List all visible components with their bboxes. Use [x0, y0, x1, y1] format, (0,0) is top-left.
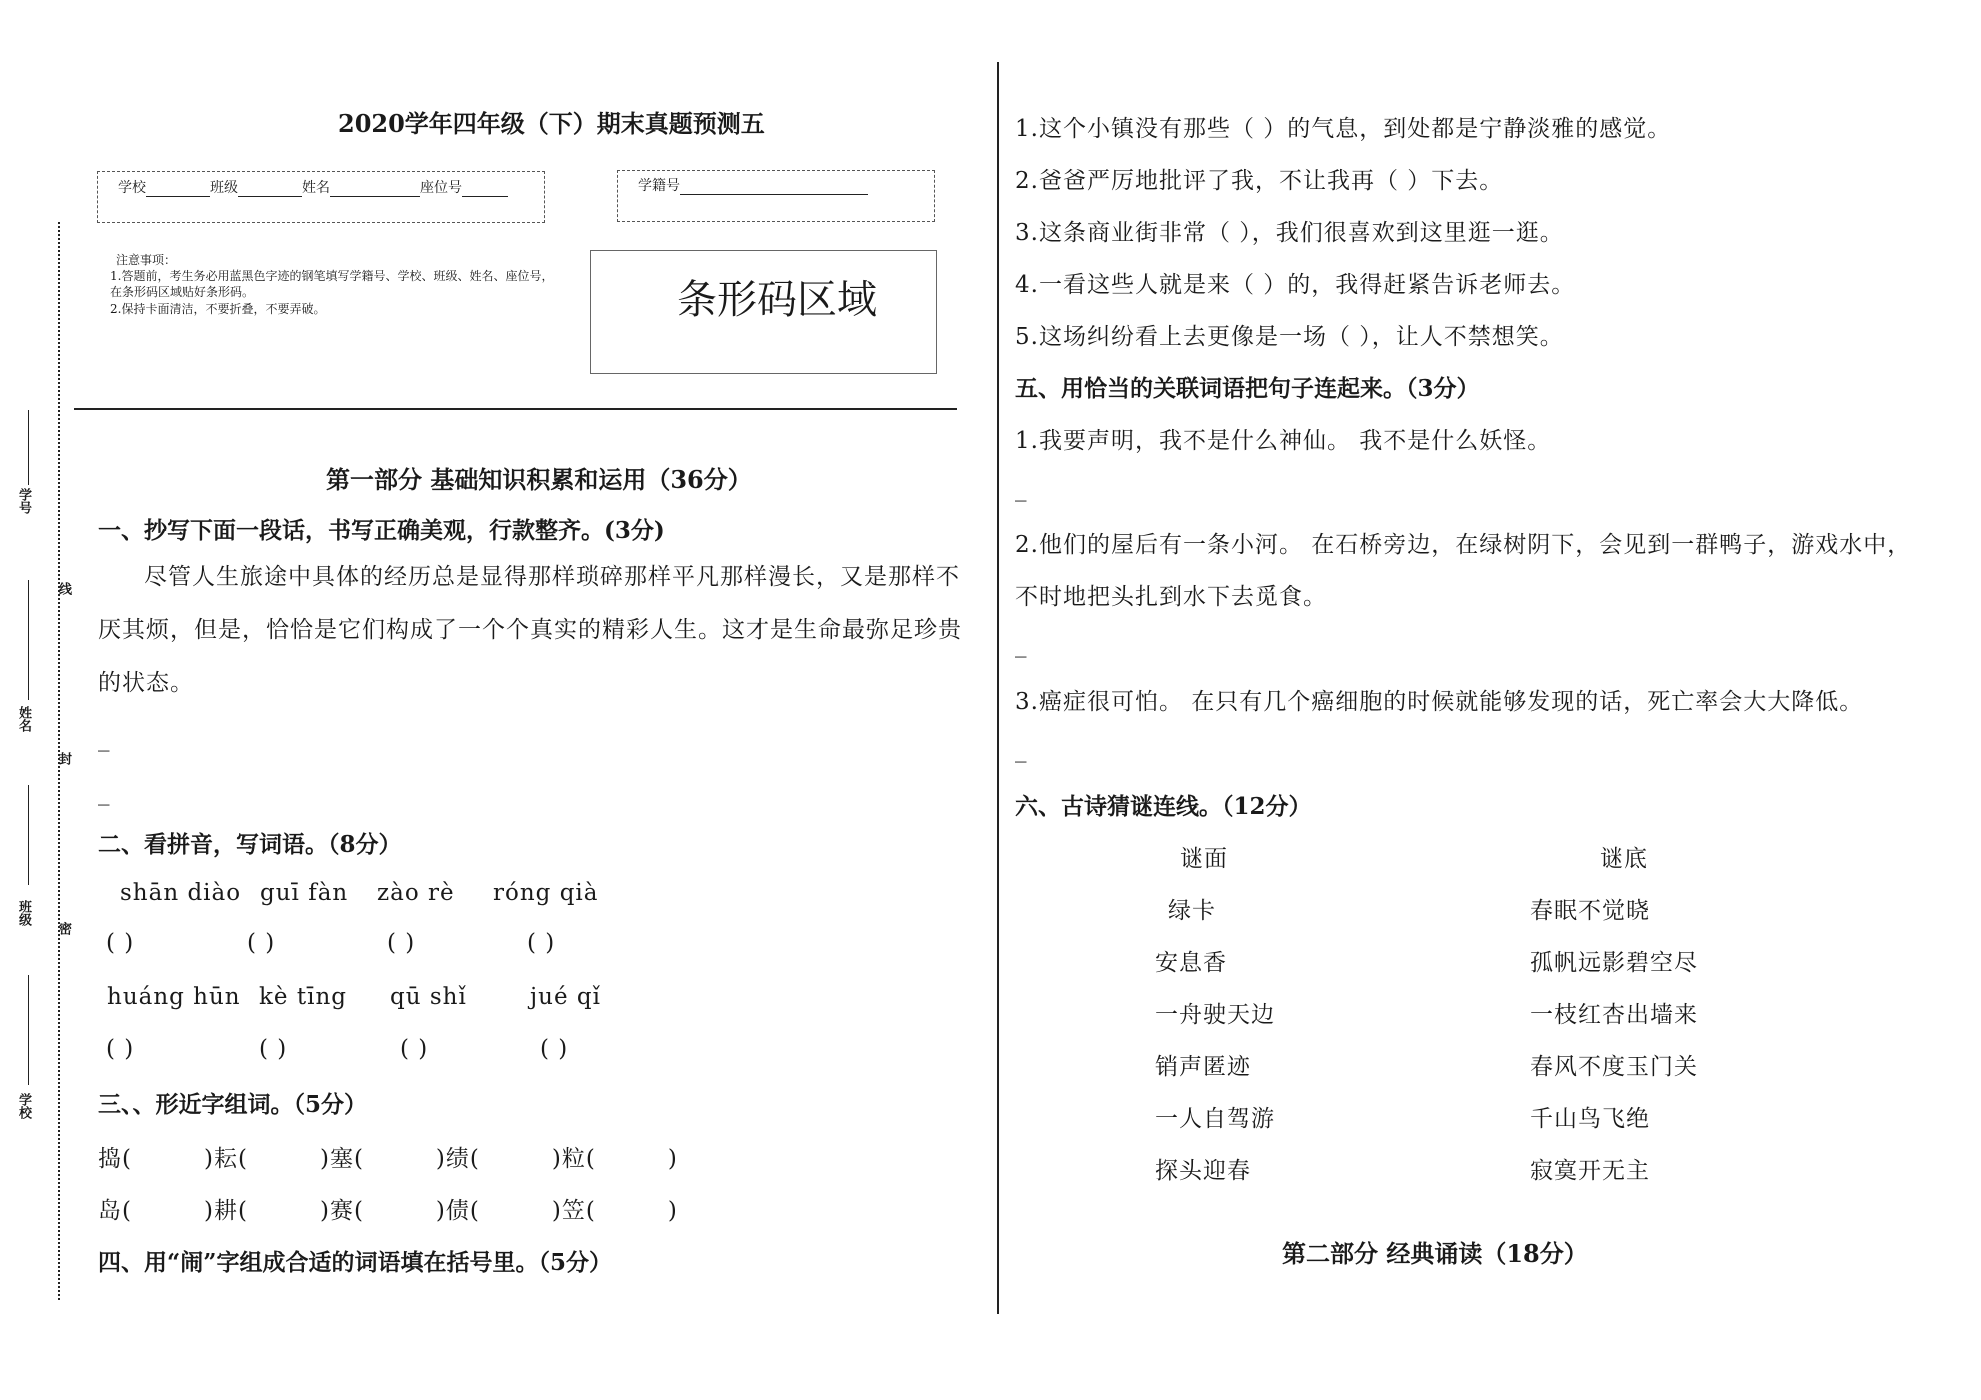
- riddle-right-5[interactable]: 千山鸟飞绝: [1530, 1106, 1650, 1132]
- q4-item-3: 3.这条商业街非常（ ），我们很喜欢到这里逛一逛。: [1015, 220, 1564, 246]
- riddle-right-6[interactable]: 寂寞开无主: [1530, 1158, 1650, 1184]
- q4-item-4: 4.一看这些人就是来（ ）的，我得赶紧告诉老师去。: [1015, 272, 1576, 298]
- q2-pinyin-3: zào rè: [377, 880, 455, 906]
- name-field[interactable]: [330, 182, 420, 197]
- margin-label-banji: 班级: [16, 900, 31, 926]
- q3-char: 债: [445, 1198, 470, 1224]
- q1-blank-1[interactable]: _: [98, 726, 111, 752]
- q4-item-1: 1.这个小镇没有那些（ ）的气息，到处都是宁静淡雅的感觉。: [1015, 116, 1672, 142]
- q6-right-header: 谜底: [1600, 846, 1648, 872]
- q3-char: 塞: [329, 1146, 354, 1172]
- q2-pinyin-4: róng qià: [493, 880, 599, 906]
- riddle-right-4[interactable]: 春风不度玉门关: [1530, 1054, 1698, 1080]
- riddle-left-5[interactable]: 一人自驾游: [1155, 1106, 1275, 1132]
- q5-blank-3[interactable]: _: [1015, 737, 1028, 763]
- q2-pinyin-6: kè tīng: [259, 984, 347, 1010]
- riddle-left-2[interactable]: 安息香: [1155, 950, 1227, 976]
- q5-blank-1[interactable]: _: [1015, 476, 1028, 502]
- seat-field[interactable]: [462, 182, 508, 197]
- margin-label-xingming: 姓名: [16, 706, 31, 732]
- q2-answer-4[interactable]: ( ): [527, 930, 556, 956]
- barcode-label: 条形码区域: [677, 277, 877, 323]
- q2-answer-8[interactable]: ( ): [540, 1036, 569, 1062]
- riddle-right-3[interactable]: 一枝红杏出墙来: [1530, 1002, 1698, 1028]
- class-field[interactable]: [238, 182, 302, 197]
- q5-sentence-2b: 不时地把头扎到水下去觅食。: [1015, 584, 1327, 610]
- q2-pinyin-8: jué qǐ: [530, 984, 601, 1010]
- q4-title: 四、用“闹”字组成合适的词语填在括号里。（5分）: [98, 1249, 612, 1276]
- q6-title: 六、古诗猜谜连线。（12分）: [1015, 793, 1312, 820]
- school-label: 学校: [118, 180, 146, 196]
- q4-item-5: 5.这场纠纷看上去更像是一场（ ），让人不禁想笑。: [1015, 324, 1564, 350]
- q2-answer-2[interactable]: ( ): [247, 930, 276, 956]
- riddle-left-4[interactable]: 销声匿迹: [1155, 1054, 1251, 1080]
- q3-char: 绩: [445, 1146, 470, 1172]
- q2-answer-6[interactable]: ( ): [259, 1036, 288, 1062]
- q2-answer-3[interactable]: ( ): [387, 930, 416, 956]
- student-id-field[interactable]: [680, 180, 868, 195]
- q3-char: 捣: [98, 1146, 122, 1172]
- q2-pinyin-1: shān diào: [120, 880, 242, 906]
- margin-label-xuexiao: 学校: [16, 1093, 31, 1119]
- margin-label-feng: 封: [56, 752, 71, 765]
- margin-label-mi: 密: [56, 922, 71, 935]
- margin-underline-xuexiao: [28, 975, 29, 1085]
- margin-label-xian: 线: [56, 582, 71, 595]
- seat-label: 座位号: [420, 180, 462, 196]
- part2-title: 第二部分 经典诵读（18分）: [1282, 1239, 1588, 1268]
- riddle-left-1[interactable]: 绿卡: [1168, 898, 1216, 924]
- q3-char: 粒: [561, 1146, 586, 1172]
- q3-char: 耘: [213, 1146, 238, 1172]
- q3-char: 笠: [561, 1198, 586, 1224]
- q1-passage: 尽管人生旅途中具体的经历总是显得那样琐碎那样平凡那样漫长，又是那样不厌其烦，但是，恰恰是它们构成了一个个真实的精彩人生。这才是生命最弥足珍贵的状态。: [98, 564, 962, 696]
- student-id-row: [638, 175, 868, 195]
- q5-sentence-1: 1.我要声明，我不是什么神仙。 我不是什么妖怪。: [1015, 428, 1552, 454]
- school-field[interactable]: [146, 182, 210, 197]
- q2-pinyin-5: huáng hūn: [107, 984, 241, 1010]
- header-divider: [74, 408, 957, 410]
- name-label: 姓名: [302, 180, 330, 196]
- q2-answer-7[interactable]: ( ): [400, 1036, 429, 1062]
- riddle-left-3[interactable]: 一舟驶天边: [1155, 1002, 1275, 1028]
- q5-blank-2[interactable]: _: [1015, 632, 1028, 658]
- q3-char: 岛: [98, 1198, 122, 1224]
- riddle-right-2[interactable]: 孤帆远影碧空尽: [1530, 950, 1698, 976]
- margin-underline-xingming: [28, 580, 29, 700]
- q3-row-1: 捣( )耘( )塞( )绩( )粒( ): [98, 1146, 678, 1172]
- class-label: 班级: [210, 180, 238, 196]
- student-id-label: 学籍号: [638, 178, 680, 194]
- part1-title: 第一部分 基础知识积累和运用（36分）: [326, 465, 752, 494]
- q5-title: 五、用恰当的关联词语把句子连起来。（3分）: [1015, 375, 1480, 402]
- q5-sentence-3: 3.癌症很可怕。 在只有几个癌细胞的时候就能够发现的话，死亡率会大大降低。: [1015, 689, 1864, 715]
- q2-title: 二、看拼音，写词语。（8分）: [98, 831, 402, 858]
- notice-item-2: 2.保持卡面清洁，不要折叠，不要弄破。: [110, 302, 326, 316]
- margin-underline-xuehao: [28, 410, 29, 485]
- q2-answer-1[interactable]: ( ): [106, 930, 135, 956]
- q3-char: 耕: [213, 1198, 238, 1224]
- riddle-left-6[interactable]: 探头迎春: [1155, 1158, 1251, 1184]
- q3-char: 赛: [329, 1198, 354, 1224]
- riddle-right-1[interactable]: 春眠不觉晓: [1530, 898, 1650, 924]
- q3-title: 三、、形近字组词。（5分）: [98, 1091, 368, 1118]
- q2-pinyin-7: qū shǐ: [390, 984, 467, 1010]
- q1-title: 一、抄写下面一段话，书写正确美观，行款整齐。(3分): [98, 517, 665, 544]
- q4-item-2: 2.爸爸严厉地批评了我，不让我再（ ）下去。: [1015, 168, 1504, 194]
- margin-underline-banji: [28, 785, 29, 885]
- q1-blank-2[interactable]: _: [98, 780, 111, 806]
- q2-answer-5[interactable]: ( ): [106, 1036, 135, 1062]
- notice-title: 注意事项：: [116, 253, 177, 267]
- q6-left-header: 谜面: [1180, 846, 1228, 872]
- column-divider: [997, 62, 999, 1314]
- margin-label-xuehao: 学号: [16, 488, 31, 514]
- exam-title: 2020学年四年级（下）期末真题预测五: [338, 109, 765, 138]
- q2-pinyin-2: guī fàn: [260, 880, 349, 906]
- info-fields: [118, 177, 508, 197]
- notice-item-1: 1.答题前，考生务必用蓝黑色字迹的钢笔填写学籍号、学校、班级、姓名、座位号，在条形码区域贴好条形码。: [110, 269, 554, 299]
- q5-sentence-2a: 2.他们的屋后有一条小河。 在石桥旁边，在绿树阴下，会见到一群鸭子，游戏水中，: [1015, 532, 1912, 558]
- q3-row-2: 岛( )耕( )赛( )债( )笠( ): [98, 1198, 678, 1224]
